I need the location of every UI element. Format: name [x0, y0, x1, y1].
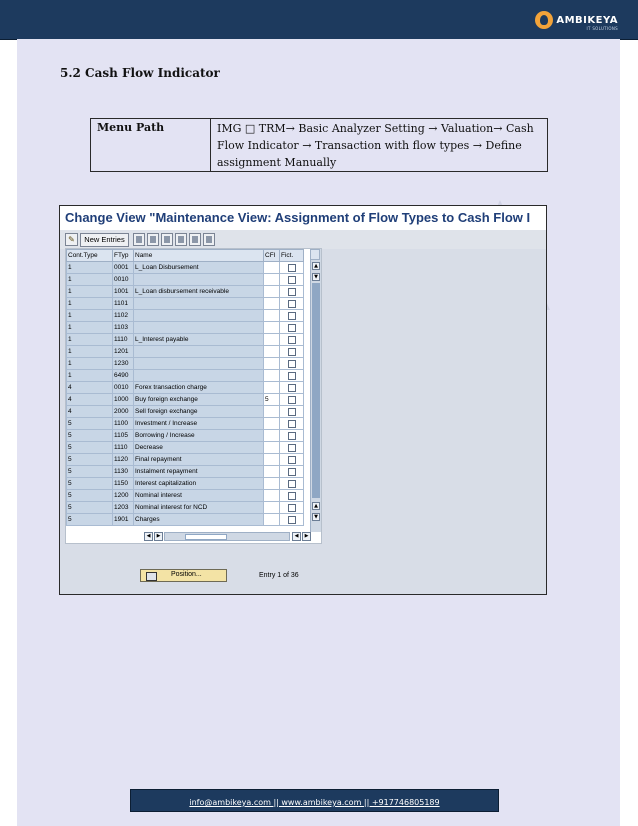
cell-cfi[interactable] — [264, 478, 280, 490]
cell-cfi[interactable] — [264, 382, 280, 394]
fict-checkbox[interactable] — [288, 276, 296, 284]
cell-cfi[interactable] — [264, 430, 280, 442]
cell-cont-type[interactable]: 1 — [67, 346, 113, 358]
position-button-label: Position... — [171, 571, 202, 578]
table-row[interactable] — [67, 262, 304, 274]
cell-cont-type[interactable]: 1 — [67, 334, 113, 346]
fict-checkbox[interactable] — [288, 480, 296, 488]
cell-cont-type[interactable]: 1 — [67, 358, 113, 370]
table-row[interactable] — [67, 490, 304, 502]
menu-path-value — [211, 119, 547, 171]
cell-cont-type[interactable]: 4 — [67, 394, 113, 406]
cell-ftyp[interactable]: 1230 — [113, 358, 134, 370]
cell-cont-type[interactable]: 5 — [67, 430, 113, 442]
cell-ftyp[interactable]: 0001 — [113, 262, 134, 274]
cell-fict — [280, 358, 304, 370]
cell-fict — [280, 334, 304, 346]
cell-ftyp[interactable]: 6490 — [113, 370, 134, 382]
table-row[interactable] — [67, 382, 304, 394]
scroll-page-down-icon[interactable]: ▼ — [312, 273, 320, 281]
scroll-right-icon[interactable]: ▶ — [302, 532, 311, 541]
cell-cfi[interactable]: 5 — [264, 394, 280, 406]
cell-cont-type[interactable]: 5 — [67, 502, 113, 514]
cell-cfi[interactable] — [264, 322, 280, 334]
cell-cont-type[interactable]: 5 — [67, 490, 113, 502]
cell-ftyp[interactable]: 1101 — [113, 298, 134, 310]
fict-checkbox[interactable] — [288, 324, 296, 332]
cell-cont-type[interactable]: 5 — [67, 514, 113, 526]
header-bar — [0, 0, 638, 40]
elephant-icon — [535, 11, 553, 29]
col-header-cont-type[interactable]: Cont.Type — [67, 250, 113, 262]
col-header-fict[interactable]: Fict. — [280, 250, 304, 262]
position-button[interactable] — [140, 569, 227, 582]
col-header-name[interactable]: Name — [134, 250, 264, 262]
cell-cfi[interactable] — [264, 274, 280, 286]
brand-name: AMBIKEYA — [556, 14, 618, 26]
fict-checkbox[interactable] — [288, 264, 296, 272]
cell-cont-type[interactable]: 5 — [67, 418, 113, 430]
cell-cont-type[interactable]: 1 — [67, 274, 113, 286]
horizontal-scrollbar[interactable] — [164, 532, 290, 541]
cell-name[interactable]: Forex transaction charge — [134, 382, 264, 394]
fict-checkbox[interactable] — [288, 504, 296, 512]
cell-ftyp[interactable]: 1110 — [113, 334, 134, 346]
fict-checkbox[interactable] — [288, 420, 296, 428]
cell-name[interactable] — [134, 322, 264, 334]
sap-view-title: Change View "Maintenance View: Assignment of Flow Types to Cash Flow I — [65, 210, 531, 225]
table-row[interactable] — [67, 454, 304, 466]
cell-ftyp[interactable]: 1150 — [113, 478, 134, 490]
cell-fict — [280, 274, 304, 286]
cell-cfi[interactable] — [264, 298, 280, 310]
cell-cont-type[interactable]: 1 — [67, 286, 113, 298]
scroll-page-up-icon[interactable]: ▲ — [312, 502, 320, 510]
cell-name[interactable] — [134, 358, 264, 370]
new-entries-button[interactable]: New Entries — [80, 233, 129, 247]
cell-name[interactable] — [134, 310, 264, 322]
entry-counter: Entry 1 of 36 — [259, 572, 299, 579]
cell-name[interactable] — [134, 370, 264, 382]
table-settings-icon[interactable] — [310, 249, 320, 260]
cell-cont-type[interactable]: 5 — [67, 454, 113, 466]
table-row[interactable] — [67, 466, 304, 478]
scroll-left-icon[interactable]: ◀ — [292, 532, 301, 541]
fict-checkbox[interactable] — [288, 396, 296, 404]
cell-ftyp[interactable]: 1130 — [113, 466, 134, 478]
sap-titlebar — [60, 206, 546, 231]
cell-name[interactable]: Buy foreign exchange — [134, 394, 264, 406]
sap-toolbar — [60, 230, 546, 249]
deselect-all-icon[interactable] — [203, 233, 215, 246]
table-row[interactable] — [67, 334, 304, 346]
fict-checkbox[interactable] — [288, 456, 296, 464]
cell-fict — [280, 406, 304, 418]
cell-fict — [280, 418, 304, 430]
fict-checkbox[interactable] — [288, 312, 296, 320]
fict-checkbox[interactable] — [288, 492, 296, 500]
cell-cfi[interactable] — [264, 334, 280, 346]
cell-ftyp[interactable]: 1102 — [113, 310, 134, 322]
cell-name[interactable]: Instalment repayment — [134, 466, 264, 478]
cell-cfi[interactable] — [264, 406, 280, 418]
fict-checkbox[interactable] — [288, 288, 296, 296]
cell-name[interactable]: Investment / Increase — [134, 418, 264, 430]
cell-fict — [280, 262, 304, 274]
table-row[interactable] — [67, 442, 304, 454]
footer-bar — [130, 789, 499, 812]
cell-cont-type[interactable]: 5 — [67, 442, 113, 454]
cell-fict — [280, 502, 304, 514]
cell-ftyp[interactable]: 1200 — [113, 490, 134, 502]
cell-cfi[interactable] — [264, 418, 280, 430]
select-block-icon[interactable] — [189, 233, 201, 246]
cell-ftyp[interactable]: 1203 — [113, 502, 134, 514]
table-row[interactable] — [67, 322, 304, 334]
scroll-thumb[interactable] — [312, 283, 320, 498]
cell-ftyp[interactable]: 2000 — [113, 406, 134, 418]
cell-name[interactable]: L_Interest payable — [134, 334, 264, 346]
cell-fict — [280, 346, 304, 358]
fict-checkbox[interactable] — [288, 432, 296, 440]
cell-cfi[interactable] — [264, 310, 280, 322]
fict-checkbox[interactable] — [288, 384, 296, 392]
cell-cfi[interactable] — [264, 490, 280, 502]
cell-name[interactable] — [134, 274, 264, 286]
table-row[interactable] — [67, 358, 304, 370]
cell-ftyp[interactable]: 1000 — [113, 394, 134, 406]
section-title: 5.2 Cash Flow Indicator — [60, 66, 220, 80]
cell-fict — [280, 454, 304, 466]
display-change-icon[interactable]: ✎ — [65, 233, 78, 246]
table-row[interactable] — [67, 310, 304, 322]
cell-fict — [280, 382, 304, 394]
table-row[interactable] — [67, 430, 304, 442]
menu-path-label: Menu Path — [91, 119, 211, 171]
footer-contact[interactable]: info@ambikeya.com || www.ambikeya.com || +917746805189 — [189, 798, 440, 807]
undo-icon[interactable] — [161, 233, 173, 246]
cell-fict — [280, 514, 304, 526]
fict-checkbox[interactable] — [288, 372, 296, 380]
cell-fict — [280, 478, 304, 490]
table-row[interactable] — [67, 274, 304, 286]
cell-fict — [280, 298, 304, 310]
cell-cfi[interactable] — [264, 370, 280, 382]
cell-name[interactable] — [134, 346, 264, 358]
table-control — [65, 248, 322, 544]
cell-fict — [280, 286, 304, 298]
fict-checkbox[interactable] — [288, 300, 296, 308]
table-row[interactable] — [67, 406, 304, 418]
cell-cont-type[interactable]: 1 — [67, 298, 113, 310]
cell-cont-type[interactable]: 1 — [67, 322, 113, 334]
fict-checkbox[interactable] — [288, 516, 296, 524]
vertical-scrollbar[interactable] — [310, 249, 321, 532]
cell-cont-type[interactable]: 1 — [67, 310, 113, 322]
cell-name[interactable]: Nominal interest for NCD — [134, 502, 264, 514]
table-row[interactable] — [67, 394, 304, 406]
cell-cfi[interactable] — [264, 514, 280, 526]
sap-screenshot — [59, 205, 547, 595]
cell-ftyp[interactable]: 0010 — [113, 382, 134, 394]
cell-name[interactable]: Final repayment — [134, 454, 264, 466]
table-header-row — [67, 250, 304, 262]
cell-cfi[interactable] — [264, 346, 280, 358]
cell-name[interactable]: Charges — [134, 514, 264, 526]
table-row[interactable] — [67, 514, 304, 526]
cell-name[interactable]: L_Loan disbursement receivable — [134, 286, 264, 298]
cell-cfi[interactable] — [264, 442, 280, 454]
table-row[interactable] — [67, 418, 304, 430]
col-header-cfi[interactable]: CFI — [264, 250, 280, 262]
cell-name[interactable]: Decrease — [134, 442, 264, 454]
cell-ftyp[interactable]: 1001 — [113, 286, 134, 298]
cell-cfi[interactable] — [264, 454, 280, 466]
fict-checkbox[interactable] — [288, 468, 296, 476]
cell-fict — [280, 370, 304, 382]
brand-tagline: IT SOLUTIONS — [586, 26, 618, 31]
fict-checkbox[interactable] — [288, 408, 296, 416]
cell-name[interactable]: Borrowing / Increase — [134, 430, 264, 442]
cell-cont-type[interactable]: 4 — [67, 406, 113, 418]
cell-fict — [280, 442, 304, 454]
cell-ftyp[interactable]: 0010 — [113, 274, 134, 286]
cell-ftyp[interactable]: 1201 — [113, 346, 134, 358]
col-header-ftyp[interactable]: FTyp — [113, 250, 134, 262]
cell-fict — [280, 322, 304, 334]
table-row[interactable] — [67, 346, 304, 358]
cell-fict — [280, 466, 304, 478]
cell-cfi[interactable] — [264, 286, 280, 298]
delete-icon[interactable] — [147, 233, 159, 246]
table-row[interactable] — [67, 502, 304, 514]
position-icon — [146, 572, 157, 581]
table-row[interactable] — [67, 370, 304, 382]
select-all-icon[interactable] — [175, 233, 187, 246]
scroll-down-icon[interactable]: ▼ — [312, 513, 320, 521]
cell-ftyp[interactable]: 1103 — [113, 322, 134, 334]
menu-path-line: Flow Indicator → Transaction with flow types → Define — [217, 139, 522, 152]
copy-icon[interactable] — [133, 233, 145, 246]
cell-cfi[interactable] — [264, 466, 280, 478]
cell-cont-type[interactable]: 1 — [67, 262, 113, 274]
scroll-up-icon[interactable]: ▲ — [312, 262, 320, 270]
hscroll-thumb[interactable] — [185, 534, 227, 540]
cell-cfi[interactable] — [264, 502, 280, 514]
cell-name[interactable]: Nominal interest — [134, 490, 264, 502]
cell-fict — [280, 310, 304, 322]
fict-checkbox[interactable] — [288, 348, 296, 356]
fict-checkbox[interactable] — [288, 360, 296, 368]
cell-cont-type[interactable]: 1 — [67, 370, 113, 382]
cell-cfi[interactable] — [264, 358, 280, 370]
cell-ftyp[interactable]: 1105 — [113, 430, 134, 442]
cell-name[interactable]: L_Loan Disbursement — [134, 262, 264, 274]
scroll-left-icon[interactable]: ◀ — [144, 532, 153, 541]
cell-cfi[interactable] — [264, 262, 280, 274]
cell-name[interactable]: Interest capitalization — [134, 478, 264, 490]
fict-checkbox[interactable] — [288, 444, 296, 452]
cell-name[interactable]: Sell foreign exchange — [134, 406, 264, 418]
cell-fict — [280, 394, 304, 406]
cell-fict — [280, 430, 304, 442]
menu-path-table — [90, 118, 548, 172]
cell-name[interactable] — [134, 298, 264, 310]
table-row[interactable] — [67, 478, 304, 490]
table-row[interactable] — [67, 298, 304, 310]
menu-path-line: IMG □ TRM→ Basic Analyzer Setting → Valuation→ Cash — [217, 122, 534, 135]
flow-type-table — [66, 249, 304, 526]
cell-cont-type[interactable]: 5 — [67, 466, 113, 478]
brand-logo — [535, 7, 618, 33]
cell-cont-type[interactable]: 5 — [67, 478, 113, 490]
cell-ftyp[interactable]: 1120 — [113, 454, 134, 466]
cell-ftyp[interactable]: 1901 — [113, 514, 134, 526]
scroll-right-icon[interactable]: ▶ — [154, 532, 163, 541]
menu-path-line: assignment Manually — [217, 156, 337, 169]
table-row[interactable] — [67, 286, 304, 298]
cell-ftyp[interactable]: 1110 — [113, 442, 134, 454]
cell-ftyp[interactable]: 1100 — [113, 418, 134, 430]
fict-checkbox[interactable] — [288, 336, 296, 344]
cell-cont-type[interactable]: 4 — [67, 382, 113, 394]
cell-fict — [280, 490, 304, 502]
